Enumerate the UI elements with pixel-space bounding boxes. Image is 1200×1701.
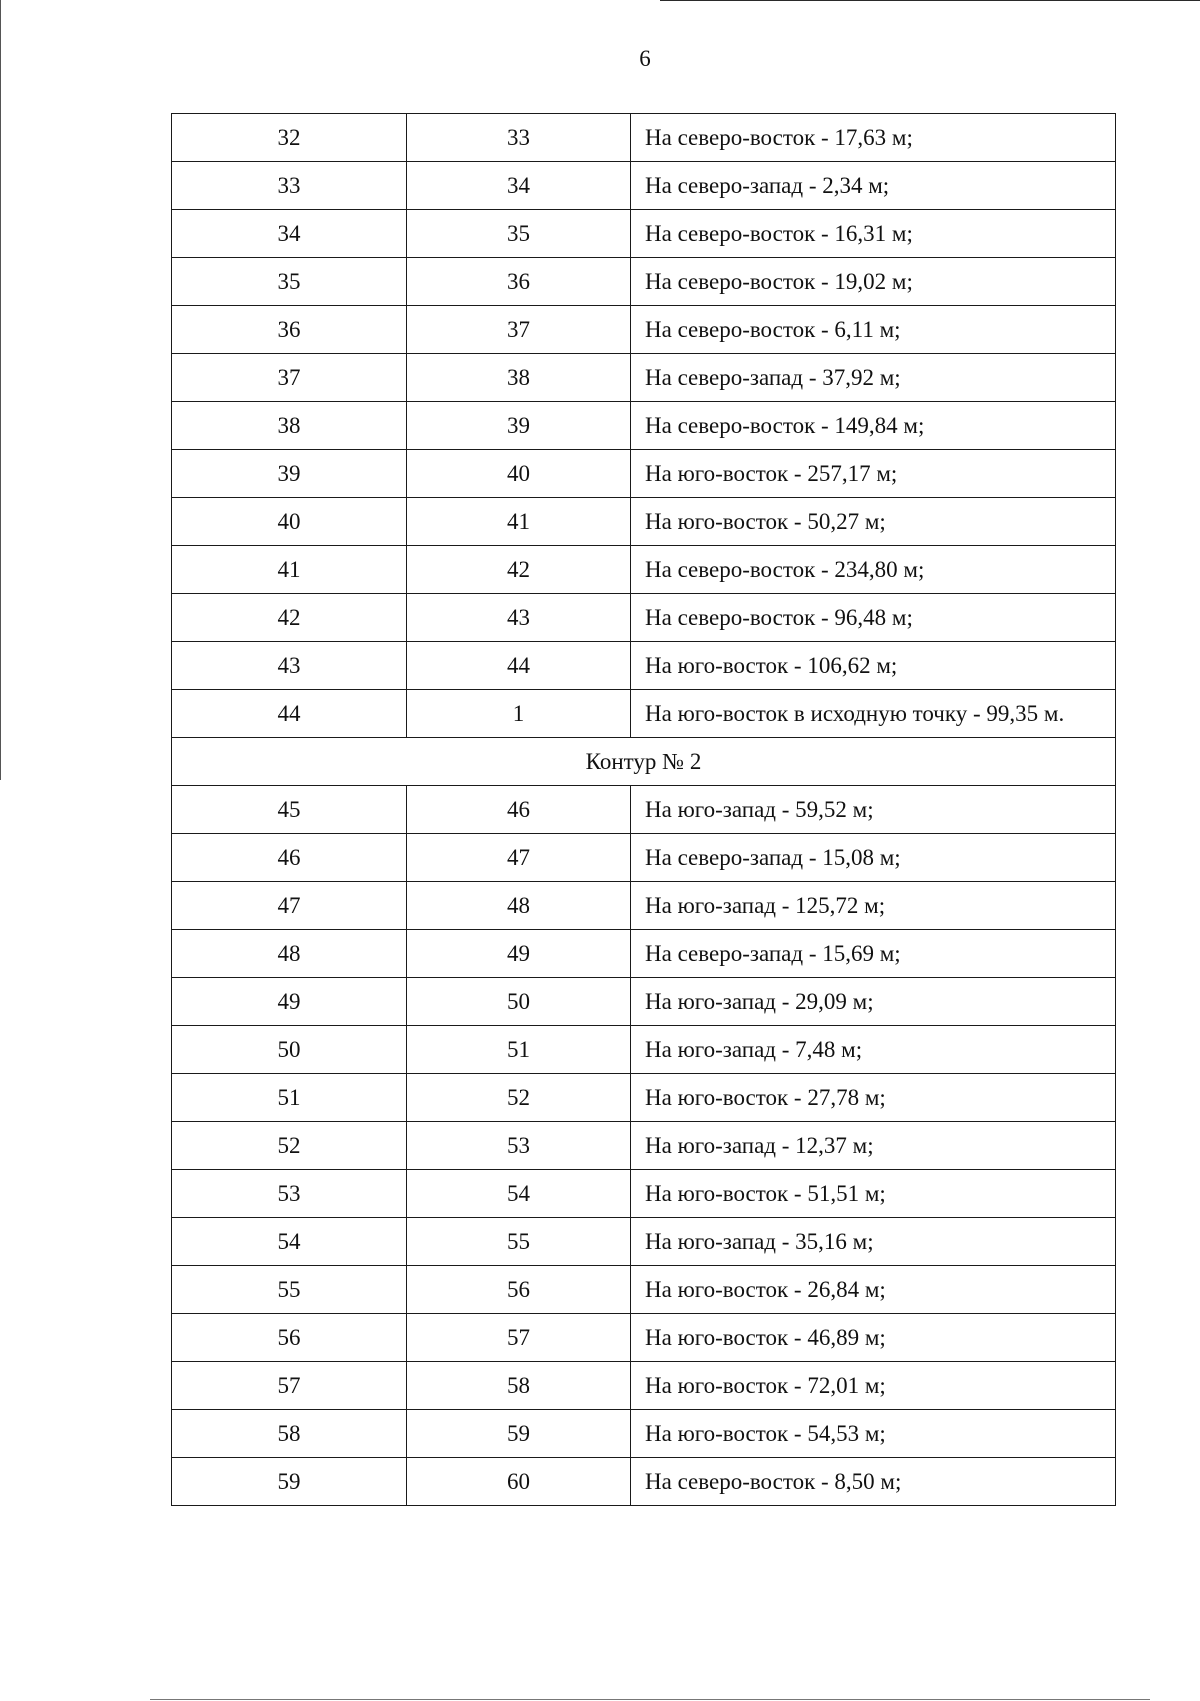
from-point-cell: 55 — [172, 1266, 407, 1314]
table-row — [172, 258, 1116, 306]
to-point-cell: 50 — [407, 978, 631, 1026]
to-point-cell: 41 — [407, 498, 631, 546]
to-point-cell: 47 — [407, 834, 631, 882]
table-row — [172, 1218, 1116, 1266]
direction-distance-cell: На юго-восток - 26,84 м; — [631, 1266, 1116, 1314]
from-point-cell: 36 — [172, 306, 407, 354]
table-row — [172, 1362, 1116, 1410]
table-row — [172, 402, 1116, 450]
direction-distance-cell: На юго-запад - 125,72 м; — [631, 882, 1116, 930]
direction-distance-cell: На северо-восток - 234,80 м; — [631, 546, 1116, 594]
direction-distance-cell: На юго-восток - 54,53 м; — [631, 1410, 1116, 1458]
to-point-cell: 39 — [407, 402, 631, 450]
from-point-cell: 48 — [172, 930, 407, 978]
from-point-cell: 43 — [172, 642, 407, 690]
from-point-cell: 54 — [172, 1218, 407, 1266]
to-point-cell: 34 — [407, 162, 631, 210]
direction-distance-cell: На юго-восток - 50,27 м; — [631, 498, 1116, 546]
from-point-cell: 37 — [172, 354, 407, 402]
from-point-cell: 49 — [172, 978, 407, 1026]
from-point-cell: 32 — [172, 114, 407, 162]
to-point-cell: 55 — [407, 1218, 631, 1266]
page-number: 6 — [639, 46, 651, 71]
to-point-cell: 58 — [407, 1362, 631, 1410]
to-point-cell: 48 — [407, 882, 631, 930]
table-row — [172, 786, 1116, 834]
from-point-cell: 42 — [172, 594, 407, 642]
scan-edge-bottom — [150, 1699, 1150, 1700]
from-point-cell: 41 — [172, 546, 407, 594]
to-point-cell: 1 — [407, 690, 631, 738]
direction-distance-cell: На юго-запад - 35,16 м; — [631, 1218, 1116, 1266]
to-point-cell: 59 — [407, 1410, 631, 1458]
to-point-cell: 35 — [407, 210, 631, 258]
direction-distance-cell: На юго-запад - 59,52 м; — [631, 786, 1116, 834]
table-row — [172, 114, 1116, 162]
direction-distance-cell: На юго-запад - 7,48 м; — [631, 1026, 1116, 1074]
direction-distance-cell: На северо-запад - 15,08 м; — [631, 834, 1116, 882]
direction-distance-cell: На северо-восток - 8,50 м; — [631, 1458, 1116, 1506]
contour-section-label: Контур № 2 — [172, 738, 1116, 786]
direction-distance-cell: На северо-восток - 96,48 м; — [631, 594, 1116, 642]
from-point-cell: 58 — [172, 1410, 407, 1458]
to-point-cell: 60 — [407, 1458, 631, 1506]
from-point-cell: 57 — [172, 1362, 407, 1410]
to-point-cell: 49 — [407, 930, 631, 978]
table-body — [172, 114, 1116, 1506]
direction-distance-cell: На северо-запад - 37,92 м; — [631, 354, 1116, 402]
direction-distance-cell: На юго-восток - 27,78 м; — [631, 1074, 1116, 1122]
direction-distance-cell: На юго-восток - 46,89 м; — [631, 1314, 1116, 1362]
table-row — [172, 642, 1116, 690]
direction-distance-cell: На северо-запад - 15,69 м; — [631, 930, 1116, 978]
direction-distance-cell: На юго-восток - 106,62 м; — [631, 642, 1116, 690]
table-row — [172, 978, 1116, 1026]
direction-distance-cell: На северо-восток - 6,11 м; — [631, 306, 1116, 354]
from-point-cell: 40 — [172, 498, 407, 546]
table-row — [172, 1026, 1116, 1074]
to-point-cell: 53 — [407, 1122, 631, 1170]
from-point-cell: 39 — [172, 450, 407, 498]
to-point-cell: 44 — [407, 642, 631, 690]
direction-distance-cell: На северо-восток - 17,63 м; — [631, 114, 1116, 162]
table-row — [172, 1122, 1116, 1170]
direction-distance-cell: На северо-запад - 2,34 м; — [631, 162, 1116, 210]
to-point-cell: 51 — [407, 1026, 631, 1074]
direction-distance-cell: На северо-восток - 19,02 м; — [631, 258, 1116, 306]
boundary-table — [171, 113, 1116, 1506]
from-point-cell: 52 — [172, 1122, 407, 1170]
to-point-cell: 54 — [407, 1170, 631, 1218]
table-row — [172, 306, 1116, 354]
from-point-cell: 45 — [172, 786, 407, 834]
to-point-cell: 42 — [407, 546, 631, 594]
direction-distance-cell: На юго-восток - 51,51 м; — [631, 1170, 1116, 1218]
direction-distance-cell: На юго-запад - 12,37 м; — [631, 1122, 1116, 1170]
direction-distance-cell: На северо-восток - 16,31 м; — [631, 210, 1116, 258]
from-point-cell: 53 — [172, 1170, 407, 1218]
to-point-cell: 37 — [407, 306, 631, 354]
table-row — [172, 930, 1116, 978]
from-point-cell: 33 — [172, 162, 407, 210]
scan-edge-left — [0, 0, 1, 780]
direction-distance-cell: На юго-восток - 257,17 м; — [631, 450, 1116, 498]
section-header-row — [172, 738, 1116, 786]
to-point-cell: 40 — [407, 450, 631, 498]
to-point-cell: 43 — [407, 594, 631, 642]
direction-distance-cell: На юго-восток - 72,01 м; — [631, 1362, 1116, 1410]
table-row — [172, 546, 1116, 594]
table-row — [172, 690, 1116, 738]
from-point-cell: 59 — [172, 1458, 407, 1506]
scan-edge-top — [660, 0, 1200, 1]
table-row — [172, 1170, 1116, 1218]
to-point-cell: 57 — [407, 1314, 631, 1362]
from-point-cell: 47 — [172, 882, 407, 930]
direction-distance-cell: На северо-восток - 149,84 м; — [631, 402, 1116, 450]
from-point-cell: 50 — [172, 1026, 407, 1074]
table-row — [172, 1074, 1116, 1122]
table-row — [172, 210, 1116, 258]
direction-distance-cell: На юго-запад - 29,09 м; — [631, 978, 1116, 1026]
from-point-cell: 46 — [172, 834, 407, 882]
table-row — [172, 450, 1116, 498]
to-point-cell: 56 — [407, 1266, 631, 1314]
table-row — [172, 1458, 1116, 1506]
direction-distance-cell: На юго-восток в исходную точку - 99,35 м. — [631, 690, 1116, 738]
table-row — [172, 498, 1116, 546]
from-point-cell: 44 — [172, 690, 407, 738]
from-point-cell: 34 — [172, 210, 407, 258]
table-row — [172, 354, 1116, 402]
from-point-cell: 51 — [172, 1074, 407, 1122]
to-point-cell: 52 — [407, 1074, 631, 1122]
from-point-cell: 35 — [172, 258, 407, 306]
to-point-cell: 36 — [407, 258, 631, 306]
table-row — [172, 1266, 1116, 1314]
table-row — [172, 834, 1116, 882]
to-point-cell: 33 — [407, 114, 631, 162]
table-row — [172, 162, 1116, 210]
from-point-cell: 56 — [172, 1314, 407, 1362]
from-point-cell: 38 — [172, 402, 407, 450]
table-row — [172, 594, 1116, 642]
table-row — [172, 1410, 1116, 1458]
to-point-cell: 38 — [407, 354, 631, 402]
table-row — [172, 1314, 1116, 1362]
to-point-cell: 46 — [407, 786, 631, 834]
table-row — [172, 882, 1116, 930]
